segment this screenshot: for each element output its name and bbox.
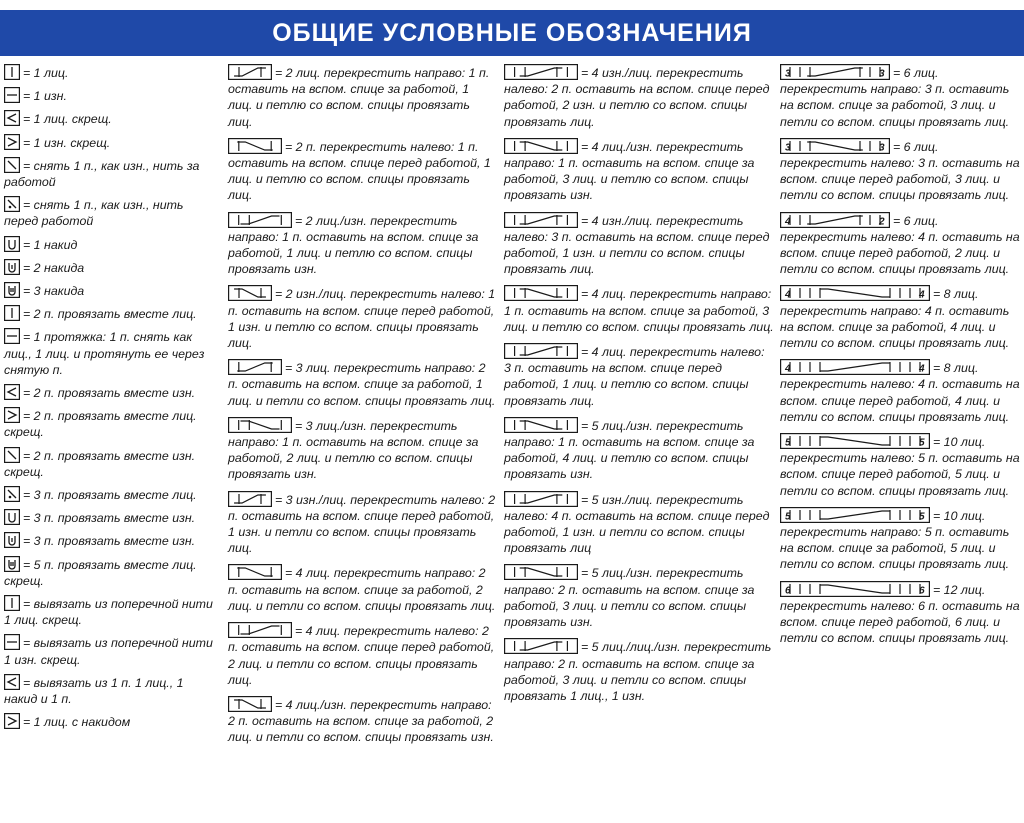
legend-text: = снять 1 п., как изн., нить за работой (4, 158, 200, 190)
slip-yarn-front-icon (4, 196, 20, 212)
legend-text: = снять 1 п., как изн., нить перед работой (4, 198, 184, 229)
legend-text: = 10 лиц. перекрестить направо: 5 п. оставить на вспом. спице за работой, 5 лиц. и петли со вспом. спицы провязать лиц. (780, 508, 1010, 572)
yarn-over-icon (4, 236, 20, 252)
legend-entry (504, 491, 774, 557)
cross-4-kp-right-b-icon (504, 138, 578, 154)
k1-yo-k1-icon (4, 674, 20, 690)
purl-crossed-icon (4, 134, 20, 150)
legend-text: = 5 лиц./лиц./изн. перекрестить направо: 2 п. оставить на вспом. спице за работой, 3 лиц. и петли со вспом. спицы провязать 1 лиц., 1 изн. (504, 640, 772, 703)
legend-entry (780, 212, 1020, 278)
legend-text: = 5 п. провязать вместе лиц. скрещ. (4, 557, 197, 588)
cross-3-pk-left-icon (228, 491, 272, 507)
m1-knit-icon (4, 595, 20, 611)
k5tog-icon (4, 556, 20, 572)
legend-text: = 6 лиц. перекрестить направо: 3 п. оставить на вспом. спице за работой, 3 лиц. и петли со вспом. спицы провязать лиц. (780, 66, 1010, 129)
legend-text: = 4 лиц. перекрестить направо: 1 п. оставить на вспом. спице за работой, 3 лиц. и петлю со вспом. спицы провязать лиц. (504, 287, 774, 334)
cross-6-left-icon (780, 138, 890, 154)
cross-4-pk-left-b-icon (504, 212, 578, 228)
legend-text: = 2 п. провязать вместе лиц. скрещ. (4, 409, 197, 440)
cross-3-right-icon (228, 359, 282, 375)
legend-text: = 2 изн./лиц. перекрестить налево: 1 п. оставить на вспом. спице перед работой, 1 изн. и петлю со вспом. спицы провязать лиц. (228, 287, 496, 351)
legend-text: = 5 лиц./изн. перекрестить направо: 2 п. оставить на вспом. спице за работой, 3 лиц. и петли со вспом. спицы провязать изн. (504, 566, 755, 630)
legend-entry (228, 285, 496, 351)
legend-text: = 3 изн./лиц. перекрестить налево: 2 п. оставить на вспом. спице перед работой, 1 изн. и петли со вспом. спицы провязать лиц. (228, 492, 496, 556)
svg-text:4: 4 (785, 216, 791, 228)
legend-text: = 4 лиц./изн. перекрестить направо: 1 п. оставить на вспом. спице за работой, 3 лиц. и петлю со вспом. спицы провязать изн. (504, 139, 755, 203)
legend-text: = 1 изн. скрещ. (23, 135, 111, 150)
legend-text: = 4 лиц. перекрестить налево: 2 п. оставить на вспом. спице перед работой, 2 лиц. и петли со вспом. спицы провязать лиц. (228, 624, 495, 687)
legend-entry (4, 407, 220, 440)
legend-entry (4, 196, 220, 229)
legend-text: = 4 лиц. перекрестить направо: 2 п. оставить на вспом. спице за работой, 2 лиц. и петли со вспом. спицы провязать лиц. (228, 566, 496, 613)
legend-text: = 4 лиц. перекрестить налево: 3 п. оставить на вспом. спице перед работой, 1 лиц. и петлю со вспом. спицы провязать лиц. (504, 345, 765, 408)
cross-2-left-icon (228, 138, 282, 154)
legend-entry (4, 447, 220, 480)
legend-text: = 2 п. провязать вместе изн. скрещ. (4, 448, 196, 479)
legend-entry (4, 634, 220, 667)
cross-5-pk-left-icon (504, 491, 578, 507)
k3tog-icon (4, 486, 20, 502)
p3tog-icon (4, 509, 20, 525)
double-yarn-over-icon (4, 259, 20, 275)
k2tog-tbl-icon (4, 407, 20, 423)
legend-entry (4, 328, 220, 378)
legend-entry (504, 638, 774, 704)
knit-crossed-icon (4, 110, 20, 126)
cross-4-pk-left-icon (504, 64, 578, 80)
legend-entry (4, 259, 220, 276)
svg-text:6: 6 (785, 585, 791, 597)
triple-yarn-over-icon (4, 282, 20, 298)
legend-text: = 1 лиц. с накидом (23, 715, 131, 730)
legend-entry (4, 64, 220, 81)
svg-text:5: 5 (785, 511, 791, 523)
legend-text: = 3 накида (23, 284, 85, 299)
title-banner (0, 10, 1024, 56)
svg-text:3: 3 (785, 142, 791, 154)
legend-entry (228, 696, 496, 746)
legend-text: = 1 изн. (23, 89, 67, 104)
legend-entry (4, 384, 220, 401)
legend-text: = 5 лиц./изн. перекрестить направо: 1 п. оставить на вспом. спице за работой, 4 лиц. и петлю со вспом. спицы провязать изн. (504, 418, 755, 482)
svg-text:3: 3 (879, 68, 885, 80)
purl-stitch-icon (4, 87, 20, 103)
legend-entry (4, 486, 220, 503)
legend-entry (4, 236, 220, 253)
legend-entry (228, 138, 496, 204)
cross-8-left-icon (780, 359, 930, 375)
svg-text:6: 6 (919, 585, 925, 597)
legend-entry (780, 285, 1020, 351)
legend-entry (4, 157, 220, 190)
cross-4-left-b-icon (504, 343, 578, 359)
legend-text: = вывязать из 1 п. 1 лиц., 1 накид и 1 п. (4, 675, 184, 707)
cross-2-right-icon (228, 64, 272, 80)
legend-text: = 3 лиц. перекрестить направо: 2 п. оставить на вспом. спице за работой, 1 лиц. и петли со вспом. спицы провязать лиц. (228, 361, 496, 408)
legend-entry (228, 491, 496, 557)
cross-8-right-icon (780, 285, 930, 301)
legend-text: = 4 лиц./изн. перекрестить направо: 2 п. оставить на вспом. спице за работой, 2 лиц. и петли со вспом. спицы провязать изн. (228, 697, 494, 745)
legend-text: = 2 накида (23, 260, 85, 275)
cross-4-right-b-icon (504, 285, 578, 301)
cross-5-kp-right-icon (504, 417, 578, 433)
slip-yarn-back-icon (4, 157, 20, 173)
legend-entry (4, 509, 220, 526)
legend-text: = 8 лиц. перекрестить направо: 4 п. оставить на вспом. спице за работой, 4 лиц. и петли со вспом. спицы провязать лиц. (780, 287, 1010, 351)
legend-text: = 2 лиц. перекрестить направо: 1 п. оставить на вспом. спице за работой, 1 лиц. и петлю со вспом. спицы провязать лиц. (228, 66, 490, 129)
legend-entry (504, 138, 774, 204)
knit-stitch-icon (4, 64, 20, 80)
legend-entry (228, 564, 496, 614)
legend-entry (4, 556, 220, 589)
legend-column-3 (504, 64, 774, 712)
legend-entry (780, 359, 1020, 425)
legend-entry (4, 87, 220, 104)
legend-entry (780, 138, 1020, 204)
legend-text: = 2 п. перекрестить налево: 1 п. оставить на вспом. спице перед работой, 1 лиц. и петлю со вспом. спицы провязать лиц. (228, 139, 491, 203)
cross-3-kp-right-icon (228, 417, 292, 433)
legend-entry (780, 581, 1020, 647)
legend-text: = 3 п. провязать вместе изн. (23, 534, 196, 549)
cross-5-kp-right-b-icon (504, 564, 578, 580)
legend-column-2 (228, 64, 496, 754)
cross-12-left-icon (780, 581, 930, 597)
legend-text: = 2 лиц./изн. перекрестить направо: 1 п. оставить на вспом. спице за работой, 1 лиц. и петлю со вспом. спицы провязать изн. (228, 213, 479, 277)
legend-entry (4, 110, 220, 127)
cross-10-left-icon (780, 433, 930, 449)
svg-text:4: 4 (919, 289, 925, 301)
k2tog-icon (4, 305, 20, 321)
legend-text: = 10 лиц. перекрестить налево: 5 п. оставить на вспом. спице перед работой, 5 лиц. и петли со вспом. спицы провязать лиц. (780, 435, 1020, 498)
legend-text: = 4 изн./лиц. перекрестить налево: 3 п. оставить на вспом. спице перед работой, 1 изн. и петли со вспом. спицы провязать лиц. (504, 213, 770, 277)
legend-entry (504, 564, 774, 630)
legend-text: = 4 изн./лиц. перекрестить налево: 2 п. оставить на вспом. спице перед работой, 2 изн. и петлю со вспом. спицы провязать лиц. (504, 66, 770, 129)
cross-2-kp-right-icon (228, 212, 292, 228)
svg-text:3: 3 (879, 142, 885, 154)
legend-entry (780, 507, 1020, 573)
legend-entry (4, 532, 220, 549)
legend-entry (504, 417, 774, 483)
legend-text: = 3 лиц./изн. перекрестить направо: 1 п. оставить на вспом. спице за работой, 2 лиц. и петлю со вспом. спицы провязать изн. (228, 418, 479, 482)
legend-entry (504, 64, 774, 130)
m1-purl-icon (4, 634, 20, 650)
legend-entry (4, 305, 220, 322)
cross-5-kpk-right-icon (504, 638, 578, 654)
legend-entry (228, 212, 496, 278)
legend-text: = 2 п. провязать вместе лиц. (23, 307, 197, 322)
legend-text: = 6 лиц. перекрестить налево: 4 п. оставить на вспом. спице перед работой, 2 лиц. и петли со вспом. спицы провязать лиц. (780, 213, 1020, 277)
legend-entry (4, 713, 220, 730)
legend-entry (780, 64, 1020, 130)
legend-text: = 1 лиц. скрещ. (23, 112, 112, 127)
cross-4-right-icon (228, 564, 282, 580)
legend-entry (504, 212, 774, 278)
legend-text: = 8 лиц. перекрестить налево: 4 п. оставить на вспом. спице перед работой, 4 лиц. и петли со вспом. спицы провязать лиц. (780, 361, 1020, 424)
p2tog-tbl-icon (4, 447, 20, 463)
svg-text:4: 4 (785, 363, 791, 375)
legend-entry (4, 134, 220, 151)
legend-text: = 6 лиц. перекрестить налево: 3 п. оставить на вспом. спице перед работой, 3 лиц. и петли со вспом. спицы провязать лиц. (780, 139, 1020, 203)
cross-2-pk-left-icon (228, 285, 272, 301)
svg-text:4: 4 (785, 289, 791, 301)
legend-entry (228, 359, 496, 409)
legend-text: = вывязать из поперечной нити 1 изн. скрещ. (4, 636, 213, 667)
legend-entry (228, 417, 496, 483)
legend-entry (504, 343, 774, 409)
svg-text:5: 5 (919, 511, 925, 523)
legend-entry (504, 285, 774, 335)
legend-text: = 5 изн./лиц. перекрестить налево: 4 п. оставить на вспом. спице перед работой, 1 изн. и петли со вспом. спицы провязать лиц (504, 492, 770, 556)
p3tog-wide-icon (4, 532, 20, 548)
cross-6-right-icon (780, 64, 890, 80)
legend-text: = 1 протяжка: 1 п. снять как лиц., 1 лиц. и протянуть ее через снятую п. (4, 330, 205, 377)
cross-4-left-icon (228, 622, 292, 638)
cross-6-left-b-icon (780, 212, 890, 228)
legend-entry (4, 674, 220, 707)
pull-through-icon (4, 328, 20, 344)
legend-column-4 (780, 64, 1020, 655)
svg-text:4: 4 (919, 363, 925, 375)
legend-entry (780, 433, 1020, 499)
legend-text: = 1 накид (23, 237, 78, 252)
legend-text: = 3 п. провязать вместе лиц. (23, 488, 197, 503)
legend-entry (4, 595, 220, 628)
legend-text: = вывязать из поперечной нити 1 лиц. скрещ. (4, 597, 213, 628)
cross-10-right-icon (780, 507, 930, 523)
p2tog-icon (4, 384, 20, 400)
svg-text:5: 5 (785, 437, 791, 449)
svg-text:3: 3 (785, 68, 791, 80)
legend-entry (228, 64, 496, 130)
legend-text: = 1 лиц. (23, 66, 69, 80)
svg-text:2: 2 (879, 216, 885, 228)
svg-text:5: 5 (919, 437, 925, 449)
cross-4-kp-right-icon (228, 696, 272, 712)
legend-entry (4, 282, 220, 299)
legend-entry (228, 622, 496, 688)
legend-text: = 2 п. провязать вместе изн. (23, 386, 196, 401)
legend-text: = 3 п. провязать вместе изн. (23, 511, 196, 526)
page-title: ОБЩИЕ УСЛОВНЫЕ ОБОЗНАЧЕНИЯ (272, 18, 752, 47)
legend-text: = 12 лиц. перекрестить налево: 6 п. оставить на вспом. спице перед работой, 6 лиц. и петли со вспом. спицы провязать лиц. (780, 582, 1020, 646)
legend-column-1 (4, 64, 220, 737)
knit-with-yo-icon (4, 713, 20, 729)
